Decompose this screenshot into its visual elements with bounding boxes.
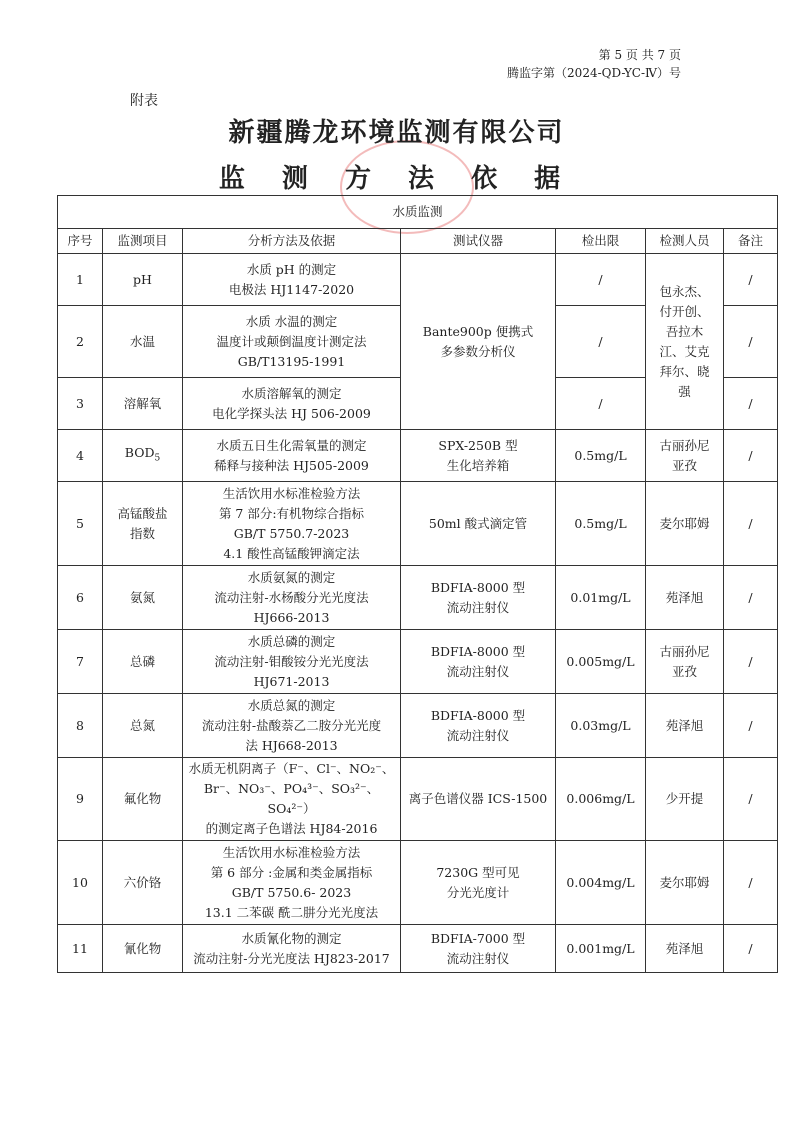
table-row bbox=[58, 566, 778, 630]
document-title: 监 测 方 法 依 据 bbox=[218, 164, 575, 194]
row-method: 水质无机阴离子（F⁻、Cl⁻、NO₂⁻、 Br⁻、NO₃⁻、PO₄³⁻、SO₃²⁻、SO₄²⁻） 的测定离子色谱法 HJ84-2016 bbox=[183, 758, 401, 841]
row-staff: 古丽孙尼 亚孜 bbox=[646, 630, 724, 694]
row-no: 11 bbox=[58, 925, 103, 973]
row-staff: 苑泽旭 bbox=[646, 566, 724, 630]
row-instrument: SPX-250B 型 生化培养箱 bbox=[401, 430, 556, 482]
row-limit: / bbox=[556, 254, 646, 306]
row-staff: 少开提 bbox=[646, 758, 724, 841]
page-number: 第 5 页 共 7 页 bbox=[598, 48, 681, 62]
row-remark: / bbox=[724, 482, 778, 566]
row-limit: 0.03mg/L bbox=[556, 694, 646, 758]
table-row bbox=[58, 430, 778, 482]
row-limit: / bbox=[556, 378, 646, 430]
row-limit: 0.01mg/L bbox=[556, 566, 646, 630]
row-staff: 苑泽旭 bbox=[646, 694, 724, 758]
company-name: 新疆腾龙环境监测有限公司 bbox=[228, 118, 565, 148]
row-method: 生活饮用水标准检验方法 第 6 部分 :金属和类金属指标 GB/T 5750.6- 2023 13.1 二苯碳 酰二肼分光光度法 bbox=[183, 841, 401, 925]
row-item: pH bbox=[103, 254, 183, 306]
row-item: 总氮 bbox=[103, 694, 183, 758]
row-method: 水质五日生化需氧量的测定 稀释与接种法 HJ505-2009 bbox=[183, 430, 401, 482]
table-row bbox=[58, 254, 778, 306]
row-item: 高锰酸盐 指数 bbox=[103, 482, 183, 566]
row-remark: / bbox=[724, 841, 778, 925]
row-item: 总磷 bbox=[103, 630, 183, 694]
row-item: 溶解氧 bbox=[103, 378, 183, 430]
col-item: 监测项目 bbox=[103, 229, 183, 254]
row-method: 水质总氮的测定 流动注射-盐酸萘乙二胺分光光度 法 HJ668-2013 bbox=[183, 694, 401, 758]
row-limit: 0.5mg/L bbox=[556, 482, 646, 566]
row-remark: / bbox=[724, 378, 778, 430]
row-item: 氰化物 bbox=[103, 925, 183, 973]
row-method: 水质 水温的测定 温度计或颠倒温度计测定法 GB/T13195-1991 bbox=[183, 306, 401, 378]
row-method: 水质氨氮的测定 流动注射-水杨酸分光光度法 HJ666-2013 bbox=[183, 566, 401, 630]
row-remark: / bbox=[724, 758, 778, 841]
col-remark: 备注 bbox=[724, 229, 778, 254]
row-limit: 0.004mg/L bbox=[556, 841, 646, 925]
table-row bbox=[58, 758, 778, 841]
section-title: 水质监测 bbox=[58, 196, 778, 229]
row-no: 6 bbox=[58, 566, 103, 630]
row-remark: / bbox=[724, 254, 778, 306]
row-instrument: 50ml 酸式滴定管 bbox=[401, 482, 556, 566]
methods-table bbox=[57, 195, 778, 973]
row-instrument: 离子色谱仪器 ICS-1500 bbox=[401, 758, 556, 841]
row-limit: 0.5mg/L bbox=[556, 430, 646, 482]
row-remark: / bbox=[724, 306, 778, 378]
row-staff: 古丽孙尼 亚孜 bbox=[646, 430, 724, 482]
row-staff: 麦尔耶姆 bbox=[646, 482, 724, 566]
row-instrument: BDFIA-8000 型 流动注射仪 bbox=[401, 630, 556, 694]
col-instrument: 测试仪器 bbox=[401, 229, 556, 254]
row-instrument: BDFIA-8000 型 流动注射仪 bbox=[401, 566, 556, 630]
row-remark: / bbox=[724, 925, 778, 973]
attachment-label: 附表 bbox=[130, 93, 158, 109]
table-header bbox=[58, 229, 778, 254]
table-row bbox=[58, 482, 778, 566]
row-instrument: BDFIA-7000 型 流动注射仪 bbox=[401, 925, 556, 973]
row-limit: 0.006mg/L bbox=[556, 758, 646, 841]
row-method: 水质溶解氧的测定 电化学探头法 HJ 506-2009 bbox=[183, 378, 401, 430]
page-info bbox=[507, 46, 681, 82]
row-method: 生活饮用水标准检验方法 第 7 部分:有机物综合指标 GB/T 5750.7-2023 4.1 酸性高锰酸钾滴定法 bbox=[183, 482, 401, 566]
col-limit: 检出限 bbox=[556, 229, 646, 254]
table-row bbox=[58, 841, 778, 925]
row-staff: 苑泽旭 bbox=[646, 925, 724, 973]
row-instrument: 7230G 型可见 分光光度计 bbox=[401, 841, 556, 925]
table-row bbox=[58, 925, 778, 973]
row-item: 氟化物 bbox=[103, 758, 183, 841]
row-no: 9 bbox=[58, 758, 103, 841]
row-item: 氨氮 bbox=[103, 566, 183, 630]
row-instrument: BDFIA-8000 型 流动注射仪 bbox=[401, 694, 556, 758]
row-no: 5 bbox=[58, 482, 103, 566]
table-body bbox=[58, 254, 778, 973]
row-limit: / bbox=[556, 306, 646, 378]
row-remark: / bbox=[724, 430, 778, 482]
row-staff: 麦尔耶姆 bbox=[646, 841, 724, 925]
row-limit: 0.001mg/L bbox=[556, 925, 646, 973]
table-row bbox=[58, 694, 778, 758]
row-item: 六价铬 bbox=[103, 841, 183, 925]
row-no: 2 bbox=[58, 306, 103, 378]
row-no: 7 bbox=[58, 630, 103, 694]
report-number: 腾监字第（2024-QD-YC-Ⅳ）号 bbox=[507, 66, 681, 80]
row-method: 水质 pH 的测定 电极法 HJ1147-2020 bbox=[183, 254, 401, 306]
table-row bbox=[58, 630, 778, 694]
row-method: 水质总磷的测定 流动注射-钼酸铵分光光度法 HJ671-2013 bbox=[183, 630, 401, 694]
row-staff: 包永杰、 付开创、 吾拉木 江、艾克 拜尔、晓 强 bbox=[646, 254, 724, 430]
col-no: 序号 bbox=[58, 229, 103, 254]
row-remark: / bbox=[724, 566, 778, 630]
row-item: $BOD_5$ bbox=[103, 430, 183, 482]
row-no: 1 bbox=[58, 254, 103, 306]
row-no: 3 bbox=[58, 378, 103, 430]
row-no: 8 bbox=[58, 694, 103, 758]
row-method: 水质氰化物的测定 流动注射-分光光度法 HJ823-2017 bbox=[183, 925, 401, 973]
col-method: 分析方法及依据 bbox=[183, 229, 401, 254]
row-limit: 0.005mg/L bbox=[556, 630, 646, 694]
row-remark: / bbox=[724, 630, 778, 694]
col-staff: 检测人员 bbox=[646, 229, 724, 254]
row-instrument: Bante900p 便携式 多参数分析仪 bbox=[401, 254, 556, 430]
row-item: 水温 bbox=[103, 306, 183, 378]
row-no: 10 bbox=[58, 841, 103, 925]
row-no: 4 bbox=[58, 430, 103, 482]
row-remark: / bbox=[724, 694, 778, 758]
